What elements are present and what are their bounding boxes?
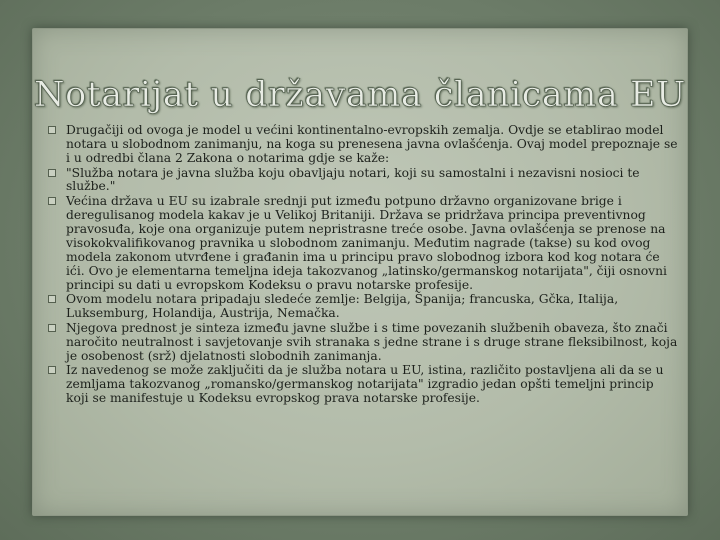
square-bullet-icon	[48, 197, 56, 205]
bullet-text: Njegova prednost je sinteza između javne službe i s time povezanih službenih obaveza, što znači naročito neutralnost i savjetovanje svih stranaka s jedne strane i s druge strane fleksibilnost, koja je osobenost (srž) djelatnosti slobodnih zanimanja.	[66, 320, 678, 363]
list-item	[48, 293, 678, 321]
bullet-text: Iz navedenog se može zaključiti da je služba notara u EU, istina, različito postavljena ali da se u zemljama takozvanog „romansko/germanskog notarijata" izgradio jedan opšti temeljni princip koji se manifestuje u Kodeksu evropskog prava notarske profesije.	[66, 363, 664, 406]
square-bullet-icon	[48, 324, 56, 332]
list-item	[48, 322, 678, 364]
list-item	[48, 167, 678, 195]
square-bullet-icon	[48, 169, 56, 177]
bullet-text: Većina država u EU su izabrale srednji put između potpuno državno organizovane brige i deregulisanog modela kakav je u Velikoj Britaniji. Država se pridržava principa preventivnog pravosuđa, koje ona organizuje putem nepristrasne treće osobe. Javna ovlašćenja se prenose na visokokvalifikovanog pravnika u slobodnom zanimanju. Međutim nagrade (takse) su kod ovog modela zakonom utvrđene i građanin ima u principu pravo slobodnog izbora kod kog notara će ići. Ovo je elementarna temeljna ideja takozvanog „latinsko/germanskog notarijata", čiji osnovni principi su dati u evropskom Kodeksu o pravu notarske profesije.	[66, 194, 667, 292]
list-item	[48, 364, 678, 406]
bullet-text: "Služba notara je javna služba koju obavljaju notari, koji su samostalni i nezavisni nosioci te službe."	[66, 165, 640, 194]
list-item	[48, 124, 678, 166]
square-bullet-icon	[48, 295, 56, 303]
square-bullet-icon	[48, 126, 56, 134]
bullet-text: Ovom modelu notara pripadaju sledeće zemlje: Belgija, Španija; francuska, Gčka, Italija, Luksemburg, Holandija, Austrija, Nemačka.	[66, 292, 619, 321]
bullet-text: Drugačiji od ovoga je model u većini kontinentalno-evropskih zemalja. Ovdje se etablirao model notara u slobodnom zanimanju, na koga su prenesena javna ovlašćenja. Ovaj model prepoznaje se i u odredbi člana 2 Zakona o notarima gdje se kaže:	[66, 123, 678, 165]
slide-title: Notarijat u državama članicama EU	[34, 75, 686, 116]
square-bullet-icon	[48, 366, 56, 374]
list-item	[48, 195, 678, 292]
bullet-list	[48, 124, 678, 407]
